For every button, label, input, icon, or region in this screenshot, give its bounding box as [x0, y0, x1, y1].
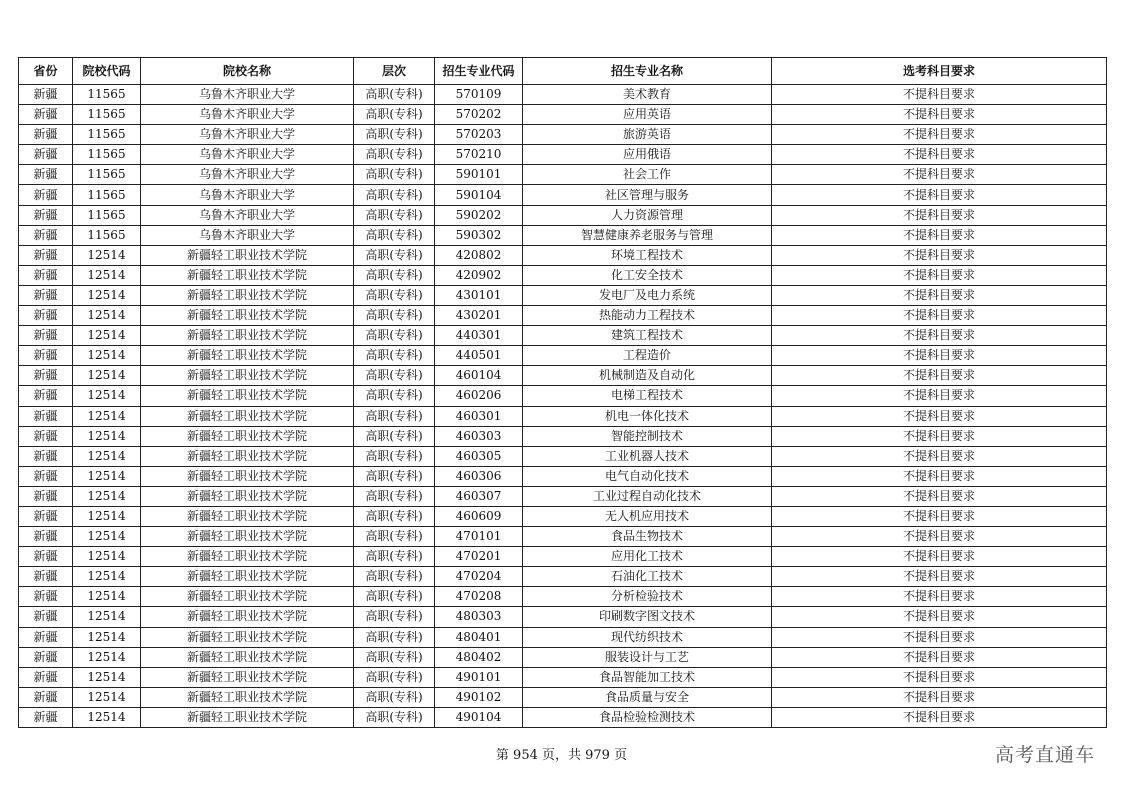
cell-school-name: 新疆轻工职业技术学院 — [141, 486, 354, 506]
cell-subject-requirement: 不提科目要求 — [772, 366, 1107, 386]
cell-major-code: 460609 — [435, 506, 523, 526]
cell-school-code: 11565 — [73, 205, 141, 225]
cell-province: 新疆 — [19, 446, 73, 466]
cell-major-code: 590104 — [435, 185, 523, 205]
cell-province: 新疆 — [19, 306, 73, 326]
cell-major-name: 分析检验技术 — [523, 587, 772, 607]
cell-major-code: 480402 — [435, 647, 523, 667]
cell-province: 新疆 — [19, 667, 73, 687]
cell-level: 高职(专科) — [354, 386, 435, 406]
cell-major-name: 热能动力工程技术 — [523, 306, 772, 326]
cell-province: 新疆 — [19, 265, 73, 285]
cell-level: 高职(专科) — [354, 587, 435, 607]
cell-school-name: 新疆轻工职业技术学院 — [141, 527, 354, 547]
table-row — [19, 527, 1107, 547]
cell-major-name: 化工安全技术 — [523, 265, 772, 285]
cell-level: 高职(专科) — [354, 205, 435, 225]
cell-province: 新疆 — [19, 85, 73, 105]
cell-province: 新疆 — [19, 466, 73, 486]
table-row — [19, 366, 1107, 386]
cell-level: 高职(专科) — [354, 446, 435, 466]
cell-level: 高职(专科) — [354, 85, 435, 105]
table-row — [19, 607, 1107, 627]
table-row — [19, 687, 1107, 707]
cell-subject-requirement: 不提科目要求 — [772, 285, 1107, 305]
cell-school-code: 12514 — [73, 446, 141, 466]
cell-major-code: 420802 — [435, 245, 523, 265]
column-header-major-code: 招生专业代码 — [435, 58, 523, 85]
cell-level: 高职(专科) — [354, 285, 435, 305]
table-row — [19, 486, 1107, 506]
table-row — [19, 707, 1107, 727]
table-row — [19, 125, 1107, 145]
cell-province: 新疆 — [19, 185, 73, 205]
cell-major-name: 机械制造及自动化 — [523, 366, 772, 386]
cell-major-name: 人力资源管理 — [523, 205, 772, 225]
cell-school-name: 新疆轻工职业技术学院 — [141, 245, 354, 265]
cell-level: 高职(专科) — [354, 406, 435, 426]
cell-province: 新疆 — [19, 225, 73, 245]
cell-subject-requirement: 不提科目要求 — [772, 607, 1107, 627]
cell-subject-requirement: 不提科目要求 — [772, 506, 1107, 526]
cell-school-name: 乌鲁木齐职业大学 — [141, 85, 354, 105]
cell-province: 新疆 — [19, 386, 73, 406]
cell-major-code: 460206 — [435, 386, 523, 406]
cell-school-name: 乌鲁木齐职业大学 — [141, 105, 354, 125]
table-body — [19, 85, 1107, 728]
cell-school-name: 乌鲁木齐职业大学 — [141, 125, 354, 145]
cell-subject-requirement: 不提科目要求 — [772, 205, 1107, 225]
cell-school-code: 12514 — [73, 326, 141, 346]
cell-major-name: 发电厂及电力系统 — [523, 285, 772, 305]
cell-province: 新疆 — [19, 145, 73, 165]
cell-major-code: 570210 — [435, 145, 523, 165]
cell-school-code: 11565 — [73, 165, 141, 185]
admission-table — [18, 57, 1107, 728]
cell-subject-requirement: 不提科目要求 — [772, 647, 1107, 667]
column-header-school-name: 院校名称 — [141, 58, 354, 85]
table-row — [19, 446, 1107, 466]
cell-school-name: 新疆轻工职业技术学院 — [141, 306, 354, 326]
cell-school-name: 新疆轻工职业技术学院 — [141, 647, 354, 667]
cell-subject-requirement: 不提科目要求 — [772, 466, 1107, 486]
cell-school-code: 11565 — [73, 105, 141, 125]
table-row — [19, 627, 1107, 647]
cell-level: 高职(专科) — [354, 466, 435, 486]
cell-school-code: 12514 — [73, 366, 141, 386]
table-row — [19, 165, 1107, 185]
cell-school-name: 新疆轻工职业技术学院 — [141, 346, 354, 366]
cell-level: 高职(专科) — [354, 125, 435, 145]
cell-major-code: 430101 — [435, 285, 523, 305]
cell-major-name: 食品生物技术 — [523, 527, 772, 547]
cell-major-name: 旅游英语 — [523, 125, 772, 145]
table-row — [19, 265, 1107, 285]
cell-major-code: 470204 — [435, 567, 523, 587]
cell-school-code: 12514 — [73, 587, 141, 607]
cell-major-name: 应用英语 — [523, 105, 772, 125]
cell-school-code: 11565 — [73, 85, 141, 105]
cell-level: 高职(专科) — [354, 647, 435, 667]
cell-school-code: 12514 — [73, 647, 141, 667]
cell-province: 新疆 — [19, 326, 73, 346]
cell-subject-requirement: 不提科目要求 — [772, 567, 1107, 587]
cell-school-code: 12514 — [73, 426, 141, 446]
cell-subject-requirement: 不提科目要求 — [772, 105, 1107, 125]
cell-major-code: 470208 — [435, 587, 523, 607]
cell-major-code: 570203 — [435, 125, 523, 145]
cell-level: 高职(专科) — [354, 527, 435, 547]
cell-major-code: 440501 — [435, 346, 523, 366]
cell-major-name: 应用化工技术 — [523, 547, 772, 567]
table-row — [19, 567, 1107, 587]
cell-school-name: 新疆轻工职业技术学院 — [141, 587, 354, 607]
cell-level: 高职(专科) — [354, 346, 435, 366]
cell-school-name: 新疆轻工职业技术学院 — [141, 285, 354, 305]
cell-major-code: 460305 — [435, 446, 523, 466]
cell-school-code: 12514 — [73, 707, 141, 727]
cell-school-name: 新疆轻工职业技术学院 — [141, 687, 354, 707]
table-row — [19, 85, 1107, 105]
cell-school-code: 12514 — [73, 527, 141, 547]
cell-subject-requirement: 不提科目要求 — [772, 687, 1107, 707]
cell-school-code: 12514 — [73, 306, 141, 326]
cell-school-name: 新疆轻工职业技术学院 — [141, 466, 354, 486]
cell-school-name: 乌鲁木齐职业大学 — [141, 205, 354, 225]
cell-major-code: 470101 — [435, 527, 523, 547]
column-header-major-name: 招生专业名称 — [523, 58, 772, 85]
cell-school-name: 新疆轻工职业技术学院 — [141, 426, 354, 446]
table-row — [19, 145, 1107, 165]
cell-school-name: 新疆轻工职业技术学院 — [141, 547, 354, 567]
cell-major-name: 智慧健康养老服务与管理 — [523, 225, 772, 245]
table-row — [19, 185, 1107, 205]
cell-major-name: 应用俄语 — [523, 145, 772, 165]
cell-province: 新疆 — [19, 245, 73, 265]
page-number: 第 954 页，共 979 页 — [495, 748, 628, 763]
cell-school-name: 乌鲁木齐职业大学 — [141, 225, 354, 245]
cell-province: 新疆 — [19, 105, 73, 125]
cell-level: 高职(专科) — [354, 145, 435, 165]
cell-major-name: 电气自动化技术 — [523, 466, 772, 486]
cell-level: 高职(专科) — [354, 707, 435, 727]
watermark-logo-text: 高考直通车 — [994, 744, 1095, 766]
cell-major-name: 无人机应用技术 — [523, 506, 772, 526]
cell-school-code: 12514 — [73, 547, 141, 567]
cell-level: 高职(专科) — [354, 265, 435, 285]
cell-level: 高职(专科) — [354, 426, 435, 446]
cell-school-name: 乌鲁木齐职业大学 — [141, 165, 354, 185]
cell-major-name: 智能控制技术 — [523, 426, 772, 446]
cell-school-name: 新疆轻工职业技术学院 — [141, 446, 354, 466]
cell-subject-requirement: 不提科目要求 — [772, 587, 1107, 607]
cell-subject-requirement: 不提科目要求 — [772, 446, 1107, 466]
cell-school-name: 新疆轻工职业技术学院 — [141, 707, 354, 727]
cell-major-name: 工业机器人技术 — [523, 446, 772, 466]
cell-province: 新疆 — [19, 547, 73, 567]
cell-major-name: 食品智能加工技术 — [523, 667, 772, 687]
cell-subject-requirement: 不提科目要求 — [772, 627, 1107, 647]
cell-major-code: 430201 — [435, 306, 523, 326]
table-row — [19, 326, 1107, 346]
cell-major-code: 460306 — [435, 466, 523, 486]
column-header-level: 层次 — [354, 58, 435, 85]
cell-school-name: 新疆轻工职业技术学院 — [141, 326, 354, 346]
cell-level: 高职(专科) — [354, 366, 435, 386]
cell-major-name: 工业过程自动化技术 — [523, 486, 772, 506]
cell-school-code: 12514 — [73, 506, 141, 526]
cell-level: 高职(专科) — [354, 306, 435, 326]
cell-school-code: 11565 — [73, 185, 141, 205]
cell-subject-requirement: 不提科目要求 — [772, 426, 1107, 446]
table-row — [19, 386, 1107, 406]
table-row — [19, 306, 1107, 326]
cell-level: 高职(专科) — [354, 567, 435, 587]
table-row — [19, 245, 1107, 265]
cell-level: 高职(专科) — [354, 607, 435, 627]
cell-school-code: 12514 — [73, 265, 141, 285]
cell-level: 高职(专科) — [354, 165, 435, 185]
cell-major-name: 工程造价 — [523, 346, 772, 366]
cell-school-code: 12514 — [73, 346, 141, 366]
cell-major-name: 食品质量与安全 — [523, 687, 772, 707]
cell-province: 新疆 — [19, 125, 73, 145]
cell-province: 新疆 — [19, 587, 73, 607]
cell-province: 新疆 — [19, 165, 73, 185]
cell-school-code: 12514 — [73, 245, 141, 265]
cell-school-name: 新疆轻工职业技术学院 — [141, 366, 354, 386]
cell-level: 高职(专科) — [354, 627, 435, 647]
cell-school-code: 12514 — [73, 406, 141, 426]
cell-major-code: 460307 — [435, 486, 523, 506]
cell-province: 新疆 — [19, 567, 73, 587]
table-row — [19, 346, 1107, 366]
table-row — [19, 406, 1107, 426]
cell-subject-requirement: 不提科目要求 — [772, 125, 1107, 145]
table-row — [19, 667, 1107, 687]
cell-school-name: 新疆轻工职业技术学院 — [141, 607, 354, 627]
column-header-subject-requirement: 选考科目要求 — [772, 58, 1107, 85]
cell-subject-requirement: 不提科目要求 — [772, 547, 1107, 567]
cell-province: 新疆 — [19, 406, 73, 426]
cell-major-code: 590101 — [435, 165, 523, 185]
cell-major-code: 480401 — [435, 627, 523, 647]
cell-level: 高职(专科) — [354, 506, 435, 526]
cell-major-code: 590202 — [435, 205, 523, 225]
cell-major-name: 电梯工程技术 — [523, 386, 772, 406]
cell-province: 新疆 — [19, 627, 73, 647]
cell-school-name: 新疆轻工职业技术学院 — [141, 627, 354, 647]
cell-subject-requirement: 不提科目要求 — [772, 707, 1107, 727]
cell-subject-requirement: 不提科目要求 — [772, 306, 1107, 326]
cell-school-name: 新疆轻工职业技术学院 — [141, 265, 354, 285]
cell-major-code: 590302 — [435, 225, 523, 245]
table-row — [19, 205, 1107, 225]
cell-major-code: 570202 — [435, 105, 523, 125]
cell-school-name: 乌鲁木齐职业大学 — [141, 185, 354, 205]
cell-major-code: 420902 — [435, 265, 523, 285]
cell-school-name: 新疆轻工职业技术学院 — [141, 506, 354, 526]
cell-major-name: 社区管理与服务 — [523, 185, 772, 205]
table-row — [19, 547, 1107, 567]
table-row — [19, 587, 1107, 607]
cell-major-name: 建筑工程技术 — [523, 326, 772, 346]
cell-level: 高职(专科) — [354, 245, 435, 265]
cell-school-name: 新疆轻工职业技术学院 — [141, 667, 354, 687]
cell-province: 新疆 — [19, 486, 73, 506]
cell-major-code: 460104 — [435, 366, 523, 386]
cell-level: 高职(专科) — [354, 486, 435, 506]
cell-major-code: 440301 — [435, 326, 523, 346]
cell-province: 新疆 — [19, 506, 73, 526]
cell-major-code: 460303 — [435, 426, 523, 446]
cell-school-code: 12514 — [73, 285, 141, 305]
cell-major-code: 470201 — [435, 547, 523, 567]
cell-major-name: 社会工作 — [523, 165, 772, 185]
cell-school-code: 12514 — [73, 627, 141, 647]
cell-school-code: 12514 — [73, 567, 141, 587]
cell-province: 新疆 — [19, 205, 73, 225]
cell-major-name: 石油化工技术 — [523, 567, 772, 587]
cell-major-code: 460301 — [435, 406, 523, 426]
cell-major-code: 490101 — [435, 667, 523, 687]
cell-subject-requirement: 不提科目要求 — [772, 486, 1107, 506]
cell-major-name: 环境工程技术 — [523, 245, 772, 265]
cell-subject-requirement: 不提科目要求 — [772, 185, 1107, 205]
table-row — [19, 506, 1107, 526]
cell-school-name: 新疆轻工职业技术学院 — [141, 386, 354, 406]
cell-province: 新疆 — [19, 285, 73, 305]
table-row — [19, 647, 1107, 667]
cell-subject-requirement: 不提科目要求 — [772, 165, 1107, 185]
cell-level: 高职(专科) — [354, 687, 435, 707]
cell-province: 新疆 — [19, 607, 73, 627]
cell-school-code: 12514 — [73, 466, 141, 486]
column-header-school-code: 院校代码 — [73, 58, 141, 85]
cell-subject-requirement: 不提科目要求 — [772, 527, 1107, 547]
cell-school-code: 11565 — [73, 125, 141, 145]
cell-school-code: 11565 — [73, 225, 141, 245]
cell-major-name: 美术教育 — [523, 85, 772, 105]
cell-level: 高职(专科) — [354, 326, 435, 346]
cell-subject-requirement: 不提科目要求 — [772, 346, 1107, 366]
cell-province: 新疆 — [19, 346, 73, 366]
cell-school-name: 新疆轻工职业技术学院 — [141, 406, 354, 426]
cell-school-name: 乌鲁木齐职业大学 — [141, 145, 354, 165]
cell-level: 高职(专科) — [354, 547, 435, 567]
cell-school-code: 12514 — [73, 386, 141, 406]
cell-level: 高职(专科) — [354, 185, 435, 205]
table-row — [19, 285, 1107, 305]
cell-school-code: 12514 — [73, 687, 141, 707]
cell-school-code: 12514 — [73, 667, 141, 687]
cell-major-code: 480303 — [435, 607, 523, 627]
table-row — [19, 426, 1107, 446]
cell-subject-requirement: 不提科目要求 — [772, 326, 1107, 346]
cell-subject-requirement: 不提科目要求 — [772, 265, 1107, 285]
cell-major-code: 570109 — [435, 85, 523, 105]
table-row — [19, 466, 1107, 486]
cell-subject-requirement: 不提科目要求 — [772, 225, 1107, 245]
cell-school-code: 11565 — [73, 145, 141, 165]
cell-subject-requirement: 不提科目要求 — [772, 245, 1107, 265]
cell-subject-requirement: 不提科目要求 — [772, 85, 1107, 105]
cell-province: 新疆 — [19, 687, 73, 707]
cell-province: 新疆 — [19, 647, 73, 667]
table-row — [19, 225, 1107, 245]
cell-province: 新疆 — [19, 426, 73, 446]
cell-school-code: 12514 — [73, 607, 141, 627]
cell-subject-requirement: 不提科目要求 — [772, 667, 1107, 687]
cell-major-name: 食品检验检测技术 — [523, 707, 772, 727]
cell-school-code: 12514 — [73, 486, 141, 506]
cell-subject-requirement: 不提科目要求 — [772, 386, 1107, 406]
cell-major-name: 现代纺织技术 — [523, 627, 772, 647]
cell-level: 高职(专科) — [354, 667, 435, 687]
cell-major-name: 机电一体化技术 — [523, 406, 772, 426]
column-header-province: 省份 — [19, 58, 73, 85]
cell-subject-requirement: 不提科目要求 — [772, 406, 1107, 426]
cell-school-name: 新疆轻工职业技术学院 — [141, 567, 354, 587]
cell-province: 新疆 — [19, 527, 73, 547]
cell-major-name: 服装设计与工艺 — [523, 647, 772, 667]
cell-province: 新疆 — [19, 366, 73, 386]
cell-subject-requirement: 不提科目要求 — [772, 145, 1107, 165]
cell-major-name: 印刷数字图文技术 — [523, 607, 772, 627]
cell-major-code: 490102 — [435, 687, 523, 707]
table-header-row — [19, 58, 1107, 85]
cell-major-code: 490104 — [435, 707, 523, 727]
cell-level: 高职(专科) — [354, 225, 435, 245]
cell-province: 新疆 — [19, 707, 73, 727]
table-row — [19, 105, 1107, 125]
cell-level: 高职(专科) — [354, 105, 435, 125]
